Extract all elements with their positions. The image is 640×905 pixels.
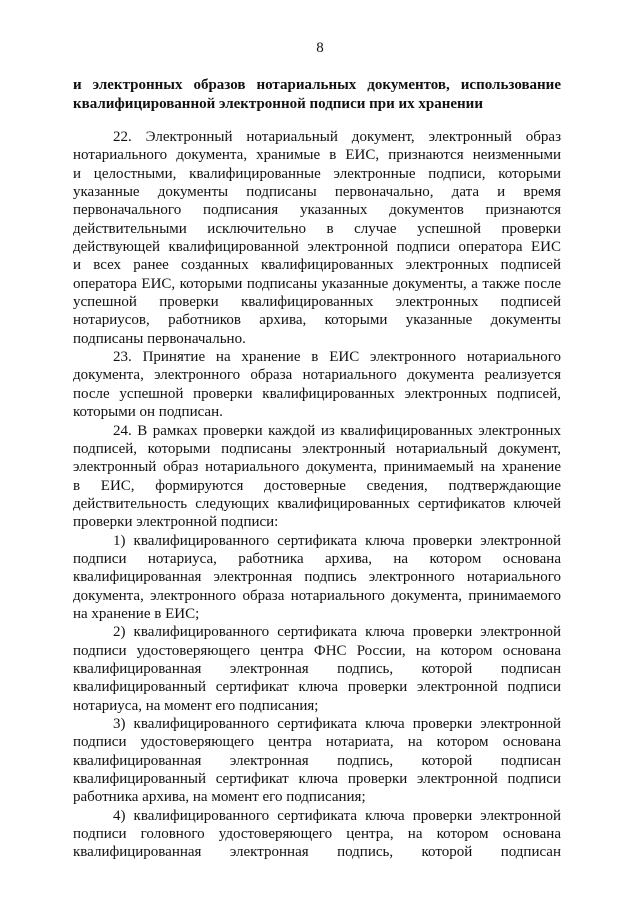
page-number: 8 [316,40,324,56]
paragraph-22-line: и целостными, квалифицированные электронные подписи, которыми [73,165,561,182]
section-heading [73,76,561,114]
list-item-3-line: квалифицированная электронная подпись, которой подписан [73,752,561,769]
paragraph-22-line: нотариусов, работников архива, которыми указанные документы [73,312,561,329]
list-item-4-line: 4) квалифицированного сертификата ключа проверки электронной [113,807,561,824]
list-item-1-line: подписи нотариуса, работника архива, на котором основана [73,550,561,567]
list-item-4-line: квалифицированная электронная подпись, которой подписан [73,844,561,861]
list-item-3-line: 3) квалифицированного сертификата ключа проверки электронной [113,716,561,732]
paragraph-22-line: 22. Электронный нотариальный документ, электронный образ [113,129,561,145]
paragraph-24-line: в ЕИС, формируются достоверные сведения, подтверждающие [73,477,561,494]
paragraph-22-line: первоначального подписания указанных документов признаются [73,202,561,219]
paragraph-23-line: 23. Принятие на хранение в ЕИС электронного нотариального [113,349,561,366]
paragraph-22-line: подписаны первоначально. [73,330,246,347]
paragraph-24-line: действительность следующих квалифицированных сертификатов ключей [73,495,561,512]
list-item-1-line: документа, электронного образа нотариального документа, принимаемого [73,587,561,604]
list-item-2-line: 2) квалифицированного сертификата ключа проверки электронной [113,624,561,641]
paragraph-23-line: после успешной проверки квалифицированных электронных подписей, [73,385,561,402]
list-item-1-line: на хранение в ЕИС; [73,605,200,622]
heading-line: и электронных образов нотариальных документов, использование [73,77,561,93]
paragraph-24-line: электронный образ нотариального документа, принимаемый на хранение [73,459,561,476]
list-item-1-line: квалифицированная электронная подпись электронного нотариального [73,569,561,586]
document-body [73,128,561,862]
list-item-3-line: работника архива, на момент его подписания; [73,789,366,806]
paragraph-22-line: указанные документы подписаны первоначально, дата и время [73,184,561,201]
heading-line: квалифицированной электронной подписи при их хранении [73,96,483,112]
list-item-1-line: 1) квалифицированного сертификата ключа проверки электронной [113,532,561,549]
list-item-2-line: квалифицированный сертификат ключа проверки электронной подписи [73,679,561,696]
paragraph-22-line: оператора ЕИС, которыми подписаны указанные документы, а также после [73,275,561,292]
list-item-3-line: квалифицированный сертификат ключа проверки электронной подписи [73,771,561,788]
paragraph-23-line: которыми он подписан. [73,404,223,421]
list-item-4-line: подписи головного удостоверяющего центра, на котором основана [73,826,561,843]
paragraph-22-line: и всех ранее созданных квалифицированных электронных подписей [73,257,561,274]
paragraph-22-line: нотариального документа, хранимые в ЕИС, признаются неизменными [73,147,561,164]
paragraph-22-line: действительными исключительно в случае успешной проверки [73,220,561,237]
paragraph-22-line: действующей квалифицированной электронной подписи оператора ЕИС [73,239,561,256]
list-item-2-line: квалифицированная электронная подпись, которой подписан [73,660,561,677]
paragraph-24-line: 24. В рамках проверки каждой из квалифицированных электронных [113,422,561,439]
list-item-3-line: подписи удостоверяющего центра нотариата, на котором основана [73,734,561,751]
list-item-2-line: подписи удостоверяющего центра ФНС России, на котором основана [73,642,561,659]
paragraph-24-line: проверки электронной подписи: [73,514,279,531]
list-item-2-line: нотариуса, на момент его подписания; [73,697,319,714]
paragraph-23-line: документа, электронного образа нотариального документа реализуется [73,367,561,384]
paragraph-24-line: подписей, которыми подписаны электронный нотариальный документ, [73,440,561,457]
paragraph-22-line: успешной проверки квалифицированных электронных подписей [73,294,561,311]
